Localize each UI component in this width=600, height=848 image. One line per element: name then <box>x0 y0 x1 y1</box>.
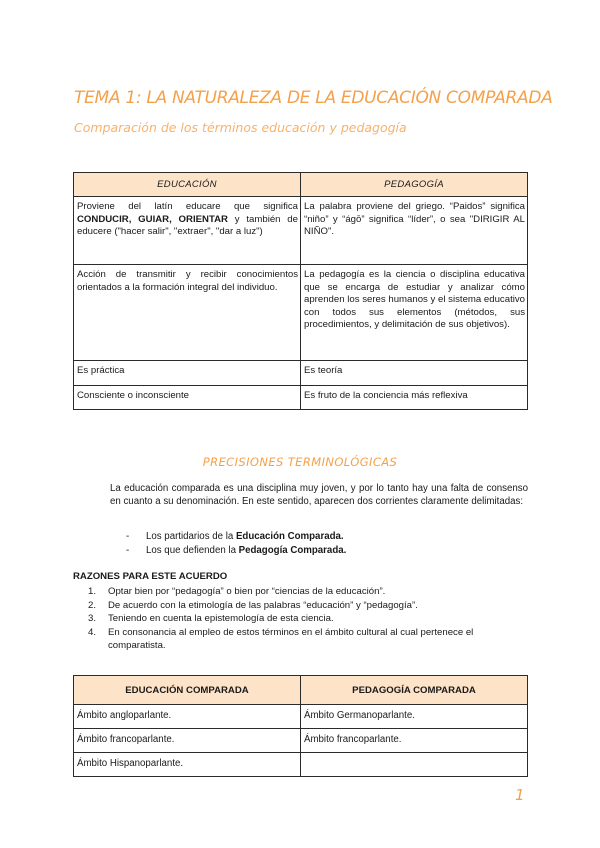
reasons-heading: RAZONES PARA ESTE ACUERDO <box>73 571 228 582</box>
list-item-text: Optar bien por “pedagogía” o bien por “ciencias de la educación”. <box>108 586 386 597</box>
bullet-dash: - <box>126 544 130 556</box>
bullet-dash: - <box>126 531 130 542</box>
table-cell: Acción de transmitir y recibir conocimientos orientados a la formación integral del individuo. <box>74 265 301 361</box>
table-cell: Es práctica <box>74 361 301 386</box>
table-cell: Ámbito angloparlante. <box>74 705 301 729</box>
table-cell <box>301 753 528 777</box>
table-cell: Ámbito francoparlante. <box>301 729 528 753</box>
column-header-pedagogia-comparada: PEDAGOGÍA COMPARADA <box>301 676 528 705</box>
intro-paragraph: La educación comparada es una disciplina muy joven, y por lo tanto hay una falta de consenso en cuanto a su denominación. En este sentido, aparecen dos corrientes claramente delimitadas: <box>110 483 528 508</box>
table-cell: Ámbito Hispanoparlante. <box>74 753 301 777</box>
list-item-text: En consonancia al empleo de estos términos en el ámbito cultural al cual pertenece el comparatista. <box>108 626 474 651</box>
bullet-list <box>126 530 346 557</box>
list-item-text: Teniendo en cuenta la epistemología de esta ciencia. <box>108 613 334 624</box>
list-item <box>126 544 346 558</box>
list-item-bold: Pedagogía Comparada. <box>238 544 347 556</box>
table-cell: Consciente o inconsciente <box>74 386 301 410</box>
list-number: 1. <box>88 586 97 597</box>
table-cell: Es fruto de la conciencia más reflexiva <box>301 386 528 410</box>
list-item-text: Los que defienden la <box>146 544 239 556</box>
table-row <box>74 729 528 753</box>
page-number: 1 <box>515 786 525 804</box>
list-item <box>88 599 530 613</box>
list-number: 2. <box>88 599 97 611</box>
list-number: 3. <box>88 613 97 624</box>
table-cell: Es teoría <box>301 361 528 386</box>
cell-text: y también de educere ("hacer salir", "extraer", "dar a luz") <box>77 213 298 238</box>
table-cell: Ámbito Germanoparlante. <box>301 705 528 729</box>
table-row <box>74 753 528 777</box>
comparada-table <box>73 675 528 777</box>
column-header-pedagogia: PEDAGOGÍA <box>301 173 528 197</box>
cell-bold-text: CONDUCIR, GUIAR, ORIENTAR <box>77 213 228 225</box>
section-title: PRECISIONES TERMINOLÓGICAS <box>202 455 398 469</box>
table-row <box>74 386 528 410</box>
column-header-educacion: EDUCACIÓN <box>74 173 301 197</box>
list-item-text: De acuerdo con la etimología de las palabras “educación” y “pedagogía”. <box>108 599 418 611</box>
table-cell: La pedagogía es la ciencia o disciplina educativa que se encarga de estudiar y analizar cómo aprenden los seres humanos y el sistema educativo con todos sus elementos (métodos, sus procedimientos, y delimitación de sus objetivos). <box>301 265 528 361</box>
column-header-educacion-comparada: EDUCACIÓN COMPARADA <box>74 676 301 705</box>
table-row <box>74 705 528 729</box>
list-item <box>88 612 530 626</box>
reasons-list <box>88 585 530 653</box>
list-item <box>88 626 530 653</box>
table-header-row <box>74 676 528 705</box>
table-cell: La palabra proviene del griego. “Paidos” significa “niño” y “ágō” significa “líder”, o sea "DIRIGIR AL NIÑO". <box>301 197 528 265</box>
list-number: 4. <box>88 626 97 638</box>
list-item <box>126 530 346 544</box>
table-header-row <box>74 173 528 197</box>
table-cell <box>74 197 301 265</box>
cell-text: Proviene del latín educare que significa <box>77 201 298 212</box>
table-row <box>74 265 528 361</box>
table-row <box>74 361 528 386</box>
comparison-table <box>73 172 528 410</box>
page-subtitle: Comparación de los términos educación y pedagogía <box>74 120 407 135</box>
table-row <box>74 197 528 265</box>
list-item-text: Los partidarios de la <box>146 531 236 542</box>
page-title: TEMA 1: LA NATURALEZA DE LA EDUCACIÓN COMPARADA <box>74 88 553 108</box>
list-item-bold: Educación Comparada. <box>235 531 344 542</box>
list-item <box>88 585 530 599</box>
table-cell: Ámbito francoparlante. <box>74 729 301 753</box>
